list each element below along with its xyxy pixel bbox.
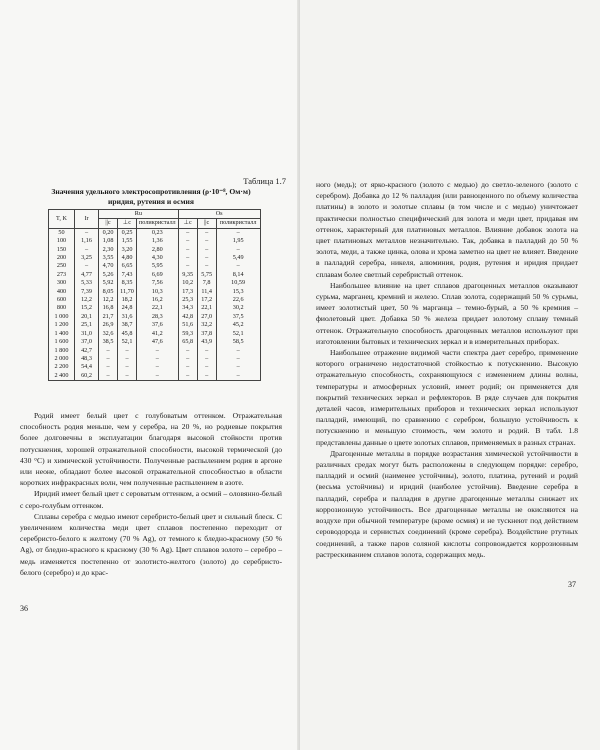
table-cell: 17,3 bbox=[178, 288, 197, 296]
table-row bbox=[49, 313, 261, 321]
table-cell: 52,1 bbox=[216, 330, 260, 338]
table-cell: – bbox=[118, 347, 137, 355]
header-ru-polycrystal: поликристалл bbox=[137, 219, 179, 228]
table-cell: – bbox=[75, 246, 99, 254]
table-cell: 5,75 bbox=[197, 271, 216, 279]
table-cell: – bbox=[197, 262, 216, 270]
table-cell: – bbox=[99, 347, 118, 355]
table-cell: – bbox=[137, 372, 179, 381]
table-cell: 0,25 bbox=[118, 228, 137, 237]
table-cell: – bbox=[178, 355, 197, 363]
table-row bbox=[49, 279, 261, 287]
table-cell: 5,95 bbox=[137, 262, 179, 270]
table-cell: 16,8 bbox=[99, 304, 118, 312]
header-ru-parallel: ||c bbox=[99, 219, 118, 228]
table-row bbox=[49, 271, 261, 279]
table-cell: 37,5 bbox=[216, 313, 260, 321]
table-number: Таблица 1.7 bbox=[243, 176, 286, 186]
paragraph: ного (медь); от ярко-красного (золото с медью) до светло-зеленого (золото с серебром). Добавка до 12 % палладия (или равноценного по объему количества платины) в золото и золотые сплавы (в том числе и с медью) уничтожает практически полностью специфический для золота и меди цвет, придавая им оттенок, характерный для платиновых металлов. Влияние добавок золота на цвет платиновых металлов незначительно. Так, добавка в палладий до 50 % золота, меди, а также цинка, олова и хрома заметно на цвет не влияет. Введение в палладий серебра, никеля, алюминия, родия, рутения и иридия придает сплавам более светлый серебристый оттенок. bbox=[316, 180, 578, 279]
table-cell: 37,6 bbox=[137, 321, 179, 329]
table-cell: 5,49 bbox=[216, 254, 260, 262]
table-row bbox=[49, 330, 261, 338]
table-cell: 1 800 bbox=[49, 347, 75, 355]
table-cell: – bbox=[137, 363, 179, 371]
table-title bbox=[14, 187, 288, 207]
table-cell: 2,80 bbox=[137, 246, 179, 254]
page-number-right: 37 bbox=[568, 580, 576, 589]
table-cell: – bbox=[137, 347, 179, 355]
table-row bbox=[49, 254, 261, 262]
table-cell: – bbox=[118, 355, 137, 363]
table-cell: 6,69 bbox=[137, 271, 179, 279]
table-cell: 25,3 bbox=[178, 296, 197, 304]
table-cell: 1 000 bbox=[49, 313, 75, 321]
table-cell: 250 bbox=[49, 262, 75, 270]
table-cell: 60,2 bbox=[75, 372, 99, 381]
table-cell: 7,56 bbox=[137, 279, 179, 287]
table-body bbox=[49, 228, 261, 380]
table-cell: 37,0 bbox=[75, 338, 99, 346]
table-cell: 17,2 bbox=[197, 296, 216, 304]
table-cell: 300 bbox=[49, 279, 75, 287]
table-cell: 31,0 bbox=[75, 330, 99, 338]
table-cell: 7,8 bbox=[197, 279, 216, 287]
table-cell: 28,3 bbox=[137, 313, 179, 321]
table-cell: 3,55 bbox=[99, 254, 118, 262]
table-cell: – bbox=[197, 347, 216, 355]
table-cell: 150 bbox=[49, 246, 75, 254]
table-cell: 2,30 bbox=[99, 246, 118, 254]
table-cell: 4,77 bbox=[75, 271, 99, 279]
table-cell: – bbox=[178, 372, 197, 381]
table-cell: 0,23 bbox=[137, 228, 179, 237]
table-cell: 1 400 bbox=[49, 330, 75, 338]
paragraph: Сплавы серебра с медью имеют серебристо-белый цвет и сильный блеск. С увеличением количества меди цвет сплавов постепенно переходит от серебристо-белого к желтому (70 % Ag), от темного к бледно-красному (50 % Ag), от бледно-красного к красному (30 % Ag). Цвет сплавов золото – серебро – медь изменяется постепенно от золотисто-желтого (золото) до серебристо-белого (серебро) и до крас- bbox=[20, 511, 282, 577]
table-row bbox=[49, 228, 261, 237]
table-cell: 45,2 bbox=[216, 321, 260, 329]
table-cell: 38,5 bbox=[99, 338, 118, 346]
table-cell: 15,3 bbox=[216, 288, 260, 296]
table-cell: 22,1 bbox=[197, 304, 216, 312]
table-cell: 42,7 bbox=[75, 347, 99, 355]
table-cell: 12,2 bbox=[75, 296, 99, 304]
paragraph: Наибольшее отражение видимой части спектра дает серебро, применение которого ограничено недостаточной стойкостью к потускнению. Высокую отражательную способность, сохраняющуюся с изменением длины волны, температуры и атмосферных условий, имеет родий; он применяется для покрытий технических зеркал и рефлекторов. В ряде случаев для покрытия деталей часов, измерительных приборов и технических зеркал используют палладий, имеющий, по сравнению с серебром, большую устойчивость к потускнению и меньшую стоимость, чем золото и родий. В табл. 1.8 представлены данные о цвете золотых сплавов, применяемых в разных странах. bbox=[316, 348, 578, 447]
table-cell: 51,6 bbox=[178, 321, 197, 329]
table-cell: – bbox=[216, 372, 260, 381]
table-cell: – bbox=[75, 228, 99, 237]
paragraph: Драгоценные металлы в порядке возрастания химической устойчивости в различных средах могут быть расположены в следующем порядке: серебро, палладий и осмий (наименее устойчивы), золото, платина, рутений и родий (весьма устойчивы) и иридий (наиболее устойчив). Введение серебра в палладий, серебра и палладия в другие драгоценные металлы снижает их коррозионную устойчивость. Все драгоценные металлы не окисляются на воздухе при обычной температуре (кроме осмия) и не тускнеют под действием сероводорода и сернистых соединений (кроме серебра). Воздействие ртутных соединений, а также паров соляной кислоты сопровождается коррозионным растрескиванием сплавов золота, содержащих медь. bbox=[316, 448, 578, 559]
table-cell: – bbox=[178, 254, 197, 262]
table-cell: 1,08 bbox=[99, 237, 118, 245]
table-cell: 2 000 bbox=[49, 355, 75, 363]
left-page-text bbox=[20, 410, 282, 578]
table-cell: 4,70 bbox=[99, 262, 118, 270]
table-cell: – bbox=[197, 372, 216, 381]
table-cell: – bbox=[197, 246, 216, 254]
table-row bbox=[49, 338, 261, 346]
table-cell: 273 bbox=[49, 271, 75, 279]
table-cell: 65,8 bbox=[178, 338, 197, 346]
table-cell: 59,3 bbox=[178, 330, 197, 338]
table-cell: 600 bbox=[49, 296, 75, 304]
header-os-polycrystal: поликристалл bbox=[216, 219, 260, 228]
table-cell: – bbox=[197, 228, 216, 237]
table-cell: 38,7 bbox=[118, 321, 137, 329]
table-row bbox=[49, 355, 261, 363]
table-row bbox=[49, 372, 261, 381]
table-cell: – bbox=[178, 237, 197, 245]
table-cell: 1,95 bbox=[216, 237, 260, 245]
table-cell: 1,16 bbox=[75, 237, 99, 245]
table-cell: – bbox=[75, 262, 99, 270]
table-cell: – bbox=[99, 372, 118, 381]
table-cell: 2 400 bbox=[49, 372, 75, 381]
table-cell: – bbox=[178, 363, 197, 371]
paragraph: Родий имеет белый цвет с голубоватым оттенком. Отражательная способность родия меньше, чем у серебра, на 20 %, но родиевые покрытия более долговечны в эксплуатации благодаря высокой стойкости против потускнения, хорошей отражательной способности, высокой термической (до 430 °С) и химической устойчивости. Полученные распылением родия в аргоне или неоне, обладают более высокой отражательной способностью в области коротких инфракрасных волн, чем полученные распылением в азоте. bbox=[20, 411, 282, 488]
table-row bbox=[49, 246, 261, 254]
table-cell: 3,20 bbox=[118, 246, 137, 254]
paragraph: Наибольшее влияние на цвет сплавов драгоценных металлов оказывают сурьма, марганец, кремний и железо. Сплав золота, содержащий 50 % сурьмы, имеет золотистый цвет, 50 % марганца – темно-бурый, а 50 % кремния – фиолетовый цвет. Добавка 50 % железа придает золотому сплаву темный оттенок. Отражательную способность драгоценных металлов используют при изготовлении бытовых и технических зеркал и в измерительных приборах. bbox=[316, 280, 578, 346]
table-cell: – bbox=[178, 228, 197, 237]
table-cell: 3,25 bbox=[75, 254, 99, 262]
table-cell: 20,1 bbox=[75, 313, 99, 321]
table-cell: 22,6 bbox=[216, 296, 260, 304]
table-cell: – bbox=[216, 228, 260, 237]
table-cell: 42,8 bbox=[178, 313, 197, 321]
table-cell: 25,1 bbox=[75, 321, 99, 329]
table-cell: – bbox=[216, 355, 260, 363]
table-cell: 10,2 bbox=[178, 279, 197, 287]
header-iridium: Ir bbox=[75, 210, 99, 229]
header-osmium: Os bbox=[178, 210, 260, 219]
table-cell: 52,1 bbox=[118, 338, 137, 346]
table-row bbox=[49, 321, 261, 329]
table-cell: 47,6 bbox=[137, 338, 179, 346]
table-cell: – bbox=[216, 246, 260, 254]
table-cell: 4,30 bbox=[137, 254, 179, 262]
table-cell: 32,6 bbox=[99, 330, 118, 338]
table-cell: – bbox=[178, 347, 197, 355]
table-cell: – bbox=[216, 262, 260, 270]
table-row bbox=[49, 262, 261, 270]
table-row bbox=[49, 347, 261, 355]
table-cell: 12,2 bbox=[99, 296, 118, 304]
header-temperature: T, K bbox=[49, 210, 75, 229]
header-os-perpendicular: ⊥c bbox=[178, 219, 197, 228]
table-cell: 22,1 bbox=[137, 304, 179, 312]
table-cell: 34,3 bbox=[178, 304, 197, 312]
table-cell: 26,9 bbox=[99, 321, 118, 329]
header-ru-perpendicular: ⊥c bbox=[118, 219, 137, 228]
table-cell: 41,2 bbox=[137, 330, 179, 338]
table-cell: – bbox=[137, 355, 179, 363]
table-cell: 45,8 bbox=[118, 330, 137, 338]
table-cell: 1,55 bbox=[118, 237, 137, 245]
right-page-text bbox=[316, 179, 578, 560]
table-cell: 200 bbox=[49, 254, 75, 262]
table-cell: 1,36 bbox=[137, 237, 179, 245]
table-cell: – bbox=[99, 355, 118, 363]
table-cell: 8,35 bbox=[118, 279, 137, 287]
table-cell: 800 bbox=[49, 304, 75, 312]
table-cell: 5,33 bbox=[75, 279, 99, 287]
table-row bbox=[49, 288, 261, 296]
table-cell: 48,3 bbox=[75, 355, 99, 363]
table-cell: – bbox=[178, 262, 197, 270]
table-cell: 50 bbox=[49, 228, 75, 237]
table-row bbox=[49, 237, 261, 245]
table-cell: 18,2 bbox=[118, 296, 137, 304]
table-cell: 10,3 bbox=[137, 288, 179, 296]
table-cell: 7,43 bbox=[118, 271, 137, 279]
table-cell: 0,20 bbox=[99, 228, 118, 237]
table-cell: 5,92 bbox=[99, 279, 118, 287]
table-cell: 2 200 bbox=[49, 363, 75, 371]
right-page bbox=[300, 0, 600, 750]
table-cell: 100 bbox=[49, 237, 75, 245]
table-cell: 32,2 bbox=[197, 321, 216, 329]
table-cell: – bbox=[197, 254, 216, 262]
table-cell: 21,7 bbox=[99, 313, 118, 321]
table-cell: 24,8 bbox=[118, 304, 137, 312]
table-cell: 58,5 bbox=[216, 338, 260, 346]
table-cell: – bbox=[118, 363, 137, 371]
table-cell: – bbox=[216, 363, 260, 371]
table-cell: 31,6 bbox=[118, 313, 137, 321]
table-cell: – bbox=[216, 347, 260, 355]
table-cell: 54,4 bbox=[75, 363, 99, 371]
table-row bbox=[49, 304, 261, 312]
table-title-line-1: Значения удельного электросопротивления (ρ·10⁻⁸, Ом·м) bbox=[51, 187, 251, 196]
table-cell: 30,2 bbox=[216, 304, 260, 312]
table-cell: 15,2 bbox=[75, 304, 99, 312]
table-row bbox=[49, 296, 261, 304]
page-number-left: 36 bbox=[20, 604, 28, 613]
table-cell: 5,26 bbox=[99, 271, 118, 279]
header-os-parallel: ||c bbox=[197, 219, 216, 228]
table-cell: 27,0 bbox=[197, 313, 216, 321]
table-cell: 1 200 bbox=[49, 321, 75, 329]
table-cell: 8,05 bbox=[99, 288, 118, 296]
table-cell: – bbox=[178, 246, 197, 254]
table-cell: 6,65 bbox=[118, 262, 137, 270]
table-cell: – bbox=[197, 363, 216, 371]
table-cell: 9,35 bbox=[178, 271, 197, 279]
header-ruthenium: Ru bbox=[99, 210, 179, 219]
table-cell: 16,2 bbox=[137, 296, 179, 304]
paragraph: Иридий имеет белый цвет с сероватым оттенком, а осмий – оловянно-белый с серо-голубым оттенком. bbox=[20, 489, 282, 510]
table-cell: 8,14 bbox=[216, 271, 260, 279]
table-cell: – bbox=[99, 363, 118, 371]
table-cell: – bbox=[197, 355, 216, 363]
table-cell: 43,9 bbox=[197, 338, 216, 346]
table-cell: 4,80 bbox=[118, 254, 137, 262]
table-cell: 11,70 bbox=[118, 288, 137, 296]
table-title-line-2: иридия, рутения и осмия bbox=[108, 197, 194, 206]
table-cell: – bbox=[118, 372, 137, 381]
table-row bbox=[49, 363, 261, 371]
table-cell: 11,4 bbox=[197, 288, 216, 296]
table-cell: 37,8 bbox=[197, 330, 216, 338]
table-cell: 10,59 bbox=[216, 279, 260, 287]
table-cell: 1 600 bbox=[49, 338, 75, 346]
table-cell: 7,39 bbox=[75, 288, 99, 296]
table-cell: – bbox=[197, 237, 216, 245]
table-cell: 400 bbox=[49, 288, 75, 296]
resistivity-table bbox=[48, 209, 261, 381]
